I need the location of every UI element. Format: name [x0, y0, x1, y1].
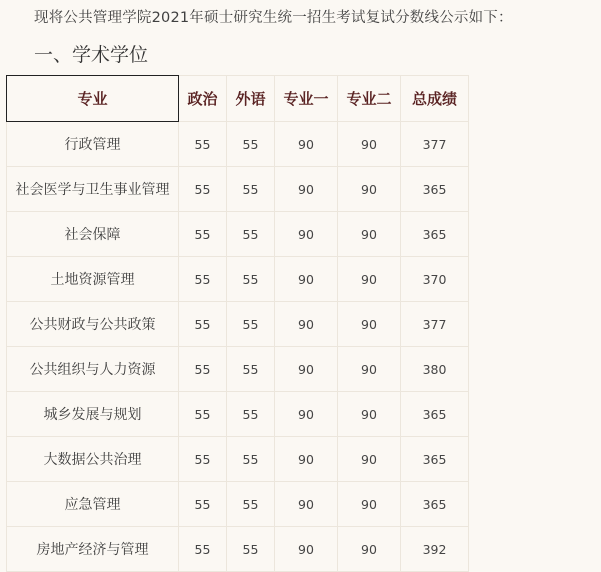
table-row: [7, 257, 469, 302]
table-row: [7, 392, 469, 437]
foreign-language-cell: 55: [227, 392, 275, 437]
major-cell: 房地产经济与管理: [7, 527, 179, 572]
politics-cell: 55: [179, 212, 227, 257]
header-total-score: 总成绩: [401, 76, 469, 122]
major-cell: 大数据公共治理: [7, 437, 179, 482]
major-cell: 行政管理: [7, 122, 179, 167]
foreign-language-cell: 55: [227, 482, 275, 527]
politics-cell: 55: [179, 482, 227, 527]
total-score-cell: 370: [401, 257, 469, 302]
foreign-language-cell: 55: [227, 347, 275, 392]
header-politics: 政治: [179, 76, 227, 122]
foreign-language-cell: 55: [227, 302, 275, 347]
total-score-cell: 380: [401, 347, 469, 392]
table-row: [7, 212, 469, 257]
foreign-language-cell: 55: [227, 122, 275, 167]
subject-one-cell: 90: [275, 437, 338, 482]
subject-one-cell: 90: [275, 212, 338, 257]
total-score-cell: 377: [401, 122, 469, 167]
total-score-cell: 365: [401, 392, 469, 437]
subject-two-cell: 90: [338, 392, 401, 437]
politics-cell: 55: [179, 167, 227, 212]
foreign-language-cell: 55: [227, 212, 275, 257]
table-row: [7, 437, 469, 482]
table-row: [7, 167, 469, 212]
subject-one-cell: 90: [275, 392, 338, 437]
table-row: [7, 347, 469, 392]
subject-two-cell: 90: [338, 302, 401, 347]
score-table: [6, 75, 469, 572]
subject-one-cell: 90: [275, 527, 338, 572]
header-subject-two: 专业二: [338, 76, 401, 122]
politics-cell: 55: [179, 257, 227, 302]
header-major: 专业: [7, 76, 179, 122]
major-cell: 社会医学与卫生事业管理: [7, 167, 179, 212]
major-cell: 城乡发展与规划: [7, 392, 179, 437]
table-row: [7, 482, 469, 527]
politics-cell: 55: [179, 347, 227, 392]
subject-two-cell: 90: [338, 482, 401, 527]
subject-two-cell: 90: [338, 212, 401, 257]
total-score-cell: 365: [401, 167, 469, 212]
subject-two-cell: 90: [338, 437, 401, 482]
politics-cell: 55: [179, 122, 227, 167]
subject-two-cell: 90: [338, 122, 401, 167]
total-score-cell: 377: [401, 302, 469, 347]
foreign-language-cell: 55: [227, 527, 275, 572]
subject-one-cell: 90: [275, 482, 338, 527]
major-cell: 应急管理: [7, 482, 179, 527]
subject-one-cell: 90: [275, 302, 338, 347]
intro-text: 现将公共管理学院2021年硕士研究生统一招生考试复试分数线公示如下：: [34, 10, 513, 26]
major-cell: 公共组织与人力资源: [7, 347, 179, 392]
subject-two-cell: 90: [338, 527, 401, 572]
table-row: [7, 527, 469, 572]
subject-two-cell: 90: [338, 257, 401, 302]
foreign-language-cell: 55: [227, 437, 275, 482]
header-row: [7, 76, 469, 122]
major-cell: 土地资源管理: [7, 257, 179, 302]
politics-cell: 55: [179, 437, 227, 482]
total-score-cell: 365: [401, 437, 469, 482]
subject-one-cell: 90: [275, 122, 338, 167]
table-row: [7, 122, 469, 167]
subject-one-cell: 90: [275, 257, 338, 302]
table-body: [7, 122, 469, 572]
foreign-language-cell: 55: [227, 257, 275, 302]
table-row: [7, 302, 469, 347]
section-title: 一、学术学位: [34, 44, 149, 66]
politics-cell: 55: [179, 527, 227, 572]
subject-two-cell: 90: [338, 347, 401, 392]
total-score-cell: 365: [401, 482, 469, 527]
politics-cell: 55: [179, 302, 227, 347]
subject-one-cell: 90: [275, 167, 338, 212]
subject-one-cell: 90: [275, 347, 338, 392]
total-score-cell: 365: [401, 212, 469, 257]
total-score-cell: 392: [401, 527, 469, 572]
politics-cell: 55: [179, 392, 227, 437]
header-foreign-language: 外语: [227, 76, 275, 122]
subject-two-cell: 90: [338, 167, 401, 212]
major-cell: 公共财政与公共政策: [7, 302, 179, 347]
header-subject-one: 专业一: [275, 76, 338, 122]
major-cell: 社会保障: [7, 212, 179, 257]
foreign-language-cell: 55: [227, 167, 275, 212]
